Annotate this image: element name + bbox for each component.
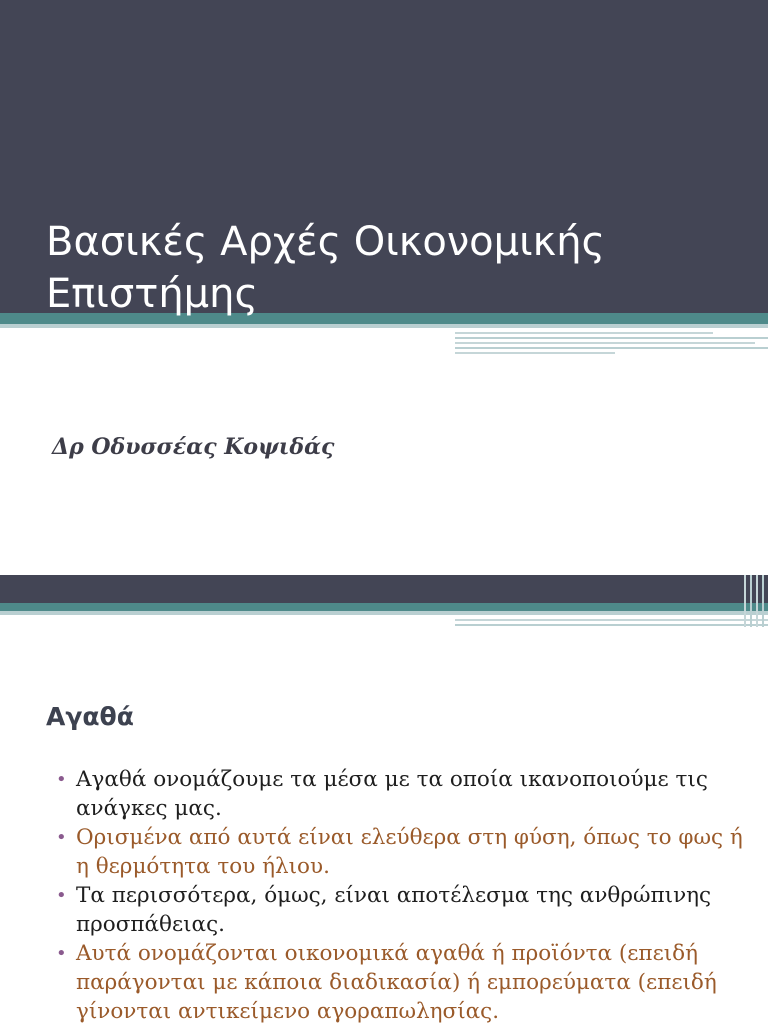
bullet-item bbox=[56, 939, 756, 1024]
thin-line bbox=[455, 619, 768, 621]
bullet-dot-icon: • bbox=[56, 885, 67, 906]
thin-line bbox=[455, 337, 768, 339]
bullet-item bbox=[56, 765, 756, 823]
bullet-dot-icon: • bbox=[56, 827, 67, 848]
vertical-line bbox=[756, 575, 758, 627]
thin-line bbox=[455, 347, 768, 349]
light-stripe bbox=[0, 324, 768, 328]
bullet-item bbox=[56, 823, 756, 881]
bullet-item bbox=[56, 881, 756, 939]
vertical-line bbox=[762, 575, 764, 627]
content-slide bbox=[0, 575, 768, 1024]
bullet-text: Αυτά ονομάζονται οικονομικά αγαθά ή προϊόντα (επειδή παράγονται με κάποια διαδικασία) ή εμπορεύματα (επειδή γίνονται αντικείμενο αγοραπωλησίας. bbox=[76, 941, 717, 1024]
vertical-line bbox=[750, 575, 752, 627]
bullet-text: Τα περισσότερα, όμως, είναι αποτέλεσμα της ανθρώπινης προσπάθειας. bbox=[76, 883, 712, 937]
vertical-line bbox=[744, 575, 746, 627]
thin-line bbox=[455, 332, 713, 334]
bullet-text: Αγαθά ονομάζουμε τα μέσα με τα οποία ικανοποιούμε τις ανάγκες μας. bbox=[76, 767, 708, 821]
bullet-dot-icon: • bbox=[56, 943, 67, 964]
teal-stripe bbox=[0, 603, 768, 611]
slide-title bbox=[46, 216, 746, 320]
bullet-text: Ορισμένα από αυτά είναι ελεύθερα στη φύση, όπως το φως ή η θερμότητα του ήλιου. bbox=[76, 825, 743, 879]
author-name: Δρ Οδυσσέας Κοψιδάς bbox=[52, 434, 335, 460]
thin-line bbox=[455, 352, 615, 354]
bullet-list bbox=[56, 765, 756, 1024]
thin-line bbox=[455, 624, 768, 626]
thin-line bbox=[455, 342, 755, 344]
light-stripe bbox=[0, 611, 768, 615]
slide-heading: Αγαθά bbox=[46, 702, 134, 731]
header-band bbox=[0, 575, 768, 603]
title-line-2: Επιστήμης bbox=[46, 271, 258, 317]
bullet-dot-icon: • bbox=[56, 769, 67, 790]
title-line-1: Βασικές Αρχές Οικονομικής bbox=[46, 219, 606, 265]
